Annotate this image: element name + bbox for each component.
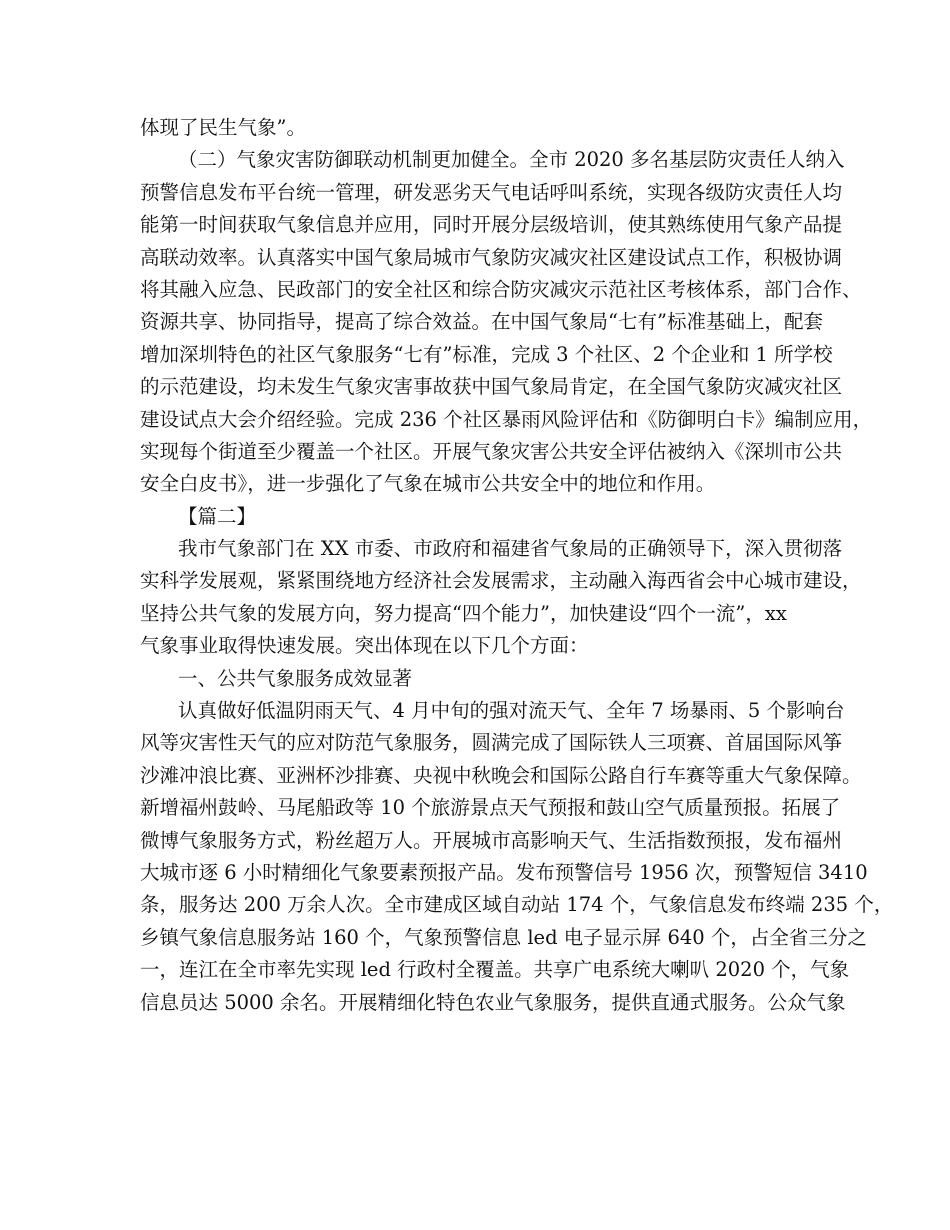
text-line: 沙滩冲浪比赛、亚洲杯沙排赛、央视中秋晚会和国际公路自行车赛等重大气象保障。 xyxy=(140,763,862,787)
text-line: 体现了民生气象”。 xyxy=(140,116,306,139)
text-line: 增加深圳特色的社区气象服务“七有”标准，完成 3 个社区、2 个企业和 1 所学校 xyxy=(140,342,833,366)
text-line: 认真做好低温阴雨天气、4 月中旬的强对流天气、全年 7 场暴雨、5 个影响台 xyxy=(178,699,845,723)
text-line: 能第一时间获取气象信息并应用，同时开展分层级培训，使其熟练使用气象产品提 xyxy=(140,213,843,237)
text-line: 一、公共气象服务成效显著 xyxy=(178,666,413,690)
text-line: 大城市逐 6 小时精细化气象要素预报产品。发布预警信号 1956 次，预警短信 3410 xyxy=(140,860,868,884)
text-line: 微博气象服务方式，粉丝超万人。开展城市高影响天气、生活指数预报，发布福州 xyxy=(140,828,843,852)
text-line: 【篇二】 xyxy=(178,504,257,528)
text-line: （二）气象灾害防御联动机制更加健全。全市 2020 多名基层防灾责任人纳入 xyxy=(178,148,845,172)
document-body xyxy=(140,112,894,1019)
text-line: 新增福州鼓岭、马尾船政等 10 个旅游景点天气预报和鼓山空气质量预报。拓展了 xyxy=(140,796,841,820)
text-line: 我市气象部门在 XX 市委、市政府和福建省气象局的正确领导下，深入贯彻落 xyxy=(178,537,843,561)
text-line: 气象事业取得快速发展。突出体现在以下几个方面： xyxy=(140,634,589,658)
text-line: 坚持公共气象的发展方向，努力提高“四个能力”，加快建设“四个一流”，xx xyxy=(140,601,787,625)
text-line: 一，连江在全市率先实现 led 行政村全覆盖。共享广电系统大喇叭 2020 个，气象 xyxy=(140,958,850,982)
text-line: 条，服务达 200 万余人次。全市建成区域自动站 174 个，气象信息发布终端 235 个， xyxy=(140,893,894,917)
text-line: 风等灾害性天气的应对防范气象服务，圆满完成了国际铁人三项赛、首届国际风筝 xyxy=(140,731,843,755)
text-line: 安全白皮书》，进一步强化了气象在城市公共安全中的地位和作用。 xyxy=(140,472,716,496)
text-line: 将其融入应急、民政部门的安全社区和综合防灾减灾示范社区考核体系，部门合作、 xyxy=(140,277,862,301)
text-line: 实科学发展观，紧紧围绕地方经济社会发展需求，主动融入海西省会中心城市建设， xyxy=(140,569,862,593)
text-line: 预警信息发布平台统一管理，研发恶劣天气电话呼叫系统，实现各级防灾责任人均 xyxy=(140,180,843,204)
text-line: 实现每个街道至少覆盖一个社区。开展气象灾害公共安全评估被纳入《深圳市公共 xyxy=(140,439,843,463)
text-line: 资源共享、协同指导，提高了综合效益。在中国气象局“七有”标准基础上，配套 xyxy=(140,310,823,334)
text-line: 乡镇气象信息服务站 160 个，气象预警信息 led 电子显示屏 640 个，占全省三分之 xyxy=(140,925,867,949)
text-line: 建设试点大会介绍经验。完成 236 个社区暴雨风险评估和《防御明白卡》编制应用， xyxy=(140,407,873,431)
text-line: 高联动效率。认真落实中国气象局城市气象防灾减灾社区建设试点工作，积极协调 xyxy=(140,245,843,269)
text-line: 的示范建设，均未发生气象灾害事故获中国气象局肯定，在全国气象防灾减灾社区 xyxy=(140,375,843,399)
text-line: 信息员达 5000 余名。开展精细化特色农业气象服务，提供直通式服务。公众气象 xyxy=(140,990,846,1014)
